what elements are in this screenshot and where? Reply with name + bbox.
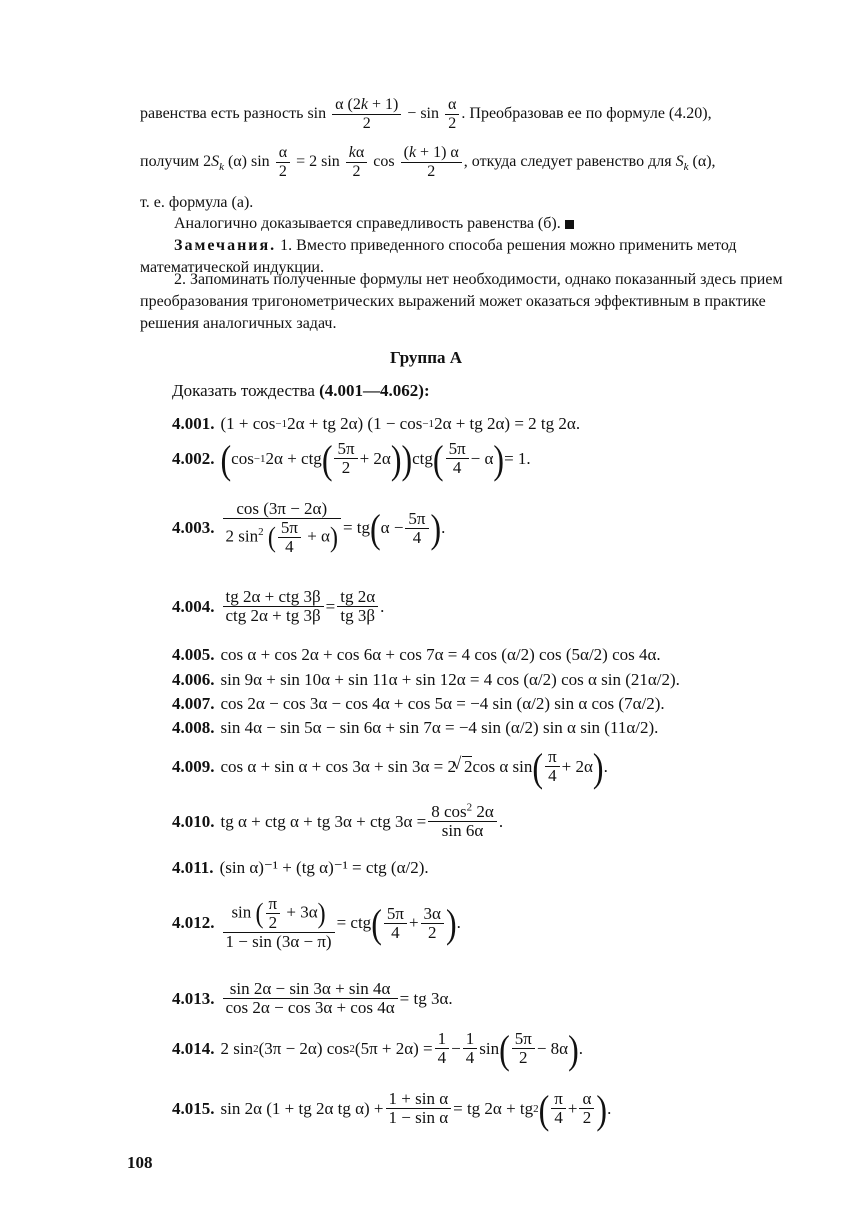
- problem-4-010: 4.010. tg α + ctg α + tg 3α + ctg 3α = $\frac{8 \cos^2 2\alpha}{\sin 6\alpha}$ .: [172, 801, 504, 840]
- problem-4-014: 4.014. 2 sin 2 (3π − 2α) cos 2 (5π + 2α) = $\frac{1}{4}$ − $\frac{1}{4}$ sin ( $\frac{5\pi}{2}$ − 8α ) .: [172, 1026, 583, 1071]
- remark-1: Замечания. 1. Вместо приведенного способа решения можно применить метод математической индукции.: [140, 237, 737, 276]
- problem-4-004: 4.004. $\frac{\text{tg 2α + ctg 3β}}{\text{ctg 2α + tg 3β}}$ = $\frac{tg 2\alpha}{tg 3\beta}$ .: [172, 587, 385, 625]
- problem-4-005: 4.005. cos α + cos 2α + cos 6α + cos 7α = 4 cos (α/2) cos (5α/2) cos 4α.: [172, 645, 661, 664]
- problem-4-001: 4.001. (1 + cos −1 2α + tg 2α) (1 − cos −1 2α + tg 2α) = 2 tg 2α.: [172, 414, 581, 433]
- group-title: Группа А: [389, 348, 463, 367]
- problem-4-007: 4.007. cos 2α − cos 3α − cos 4α + cos 5α = −4 sin (α/2) sin α cos (7α/2).: [172, 694, 665, 713]
- problem-4-013: 4.013. $\frac{\sin 2\alpha - \sin 3\alpha + \sin 4\alpha}{\cos 2\alpha - \cos 3\alpha + \cos 4\alpha}$ = tg 3α.: [172, 979, 453, 1017]
- page-number: 108: [127, 1153, 153, 1172]
- intro-line-2: получим $2S_k$ (α) sin $\frac{\alpha}{2}$ = 2 sin $\frac{k\alpha}{2}$ cos $\frac{(k + 1) \alpha}{2}$ , откуда следует равенство для $S_k$ (α),: [140, 144, 716, 180]
- problem-4-009: 4.009. cos α + sin α + cos 3α + sin 3α = 2 √ 2 cos α sin ( $\frac{\pi}{4}$ + 2α ) .: [172, 748, 608, 785]
- problem-4-015: 4.015. sin 2α (1 + tg 2α tg α) + $\frac{\text{1 + sin α}}{\text{1 − sin α}}$ = tg 2α + tg 2 ( $\frac{\pi}{4}$ + $\frac{\alpha}{2}$ ) .: [172, 1086, 612, 1131]
- problem-4-003: 4.003. cos (3π − 2α) 2 $\sin^2$ ( $\frac{5\pi}{4}$ + α) = tg ( α − $\frac{5\pi}{4}$ ) .: [172, 499, 446, 556]
- problem-4-008: 4.008. sin 4α − sin 5α − sin 6α + sin 7α = −4 sin (α/2) sin α sin (11α/2).: [172, 718, 659, 737]
- remark-2: 2. Запоминать полученные формулы нет необходимости, однако показанный здесь прием преобразования тригонометрических выражений может оказаться эффективным в практике решения аналогичных задач.: [140, 271, 783, 332]
- intro-line-3: т. е. формула (а).: [140, 194, 254, 211]
- analog-text: Аналогично доказывается справедливость равенства (б).: [140, 213, 785, 235]
- problem-4-006: 4.006. sin 9α + sin 10α + sin 11α + sin 12α = 4 cos (α/2) cos α sin (21α/2).: [172, 670, 680, 689]
- section-prompt: Доказать тождества (4.001—4.062):: [172, 381, 430, 400]
- problem-4-012: 4.012. sin ( $\frac{\pi}{2}$ + 3α) 1 − sin (3α − π) = ctg ( $\frac{5\pi}{4}$ + $\frac{3\alpha}{2}$ ) .: [172, 894, 461, 951]
- intro-line-1: равенства есть разность sin $\frac{\alpha (2k + 1)}{2}$ − sin $\frac{\alpha}{2}$ . Преобразовав ее по формуле (4.20),: [140, 96, 712, 132]
- problem-4-002: 4.002. ( cos −1 2α + ctg ( $\frac{5\pi}{2}$ + 2α ) ) ctg ( $\frac{5\pi}{4}$ − α ) = 1.: [172, 436, 531, 481]
- problem-4-011: 4.011. (sin α)⁻¹ + (tg α)⁻¹ = ctg (α/2).: [172, 858, 429, 877]
- intro-text: равенства есть разность: [140, 105, 304, 123]
- end-of-proof-icon: [565, 220, 574, 229]
